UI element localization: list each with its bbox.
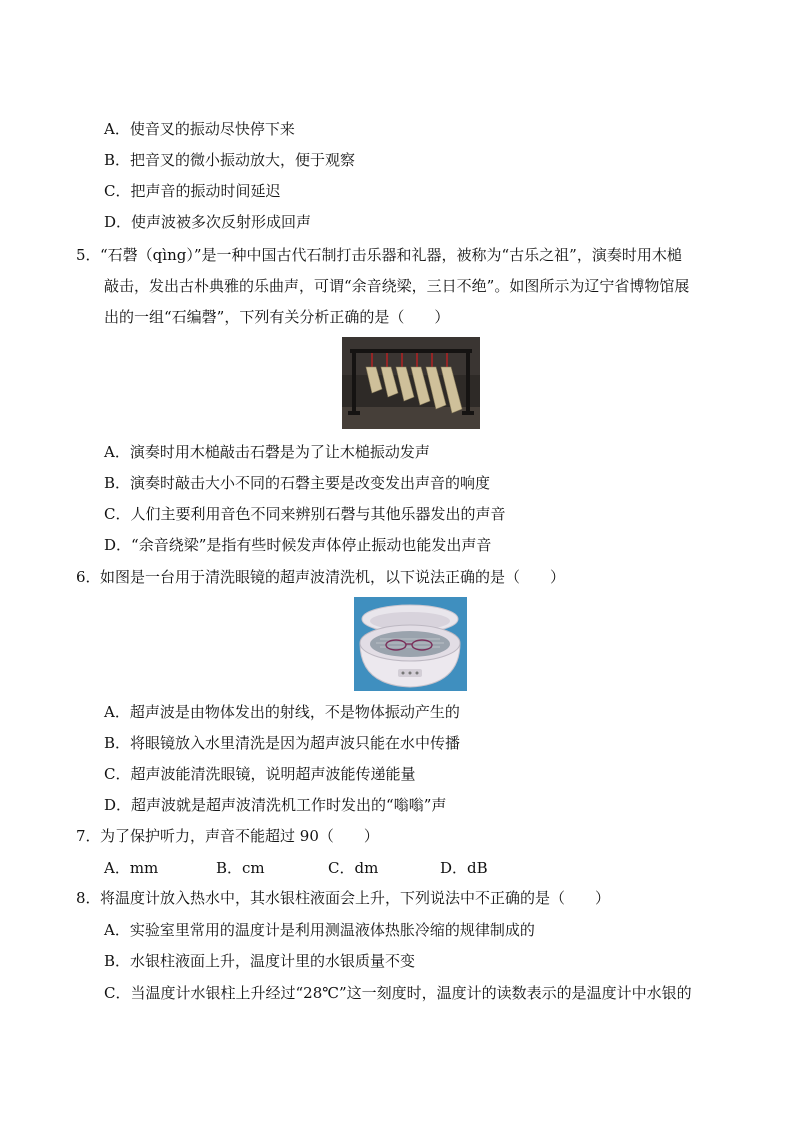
stone-chime-photo <box>342 337 480 429</box>
q7-option-c: C．dm <box>328 859 379 877</box>
q6-option-d: D．超声波就是超声波清洗机工作时发出的“嗡嗡”声 <box>104 796 447 814</box>
q5-option-d: D．“余音绕梁”是指有些时候发声体停止振动也能发出声音 <box>104 536 492 554</box>
q7-number: 7． <box>76 827 101 845</box>
ultrasonic-cleaner-photo <box>354 597 467 691</box>
q8-stem: 将温度计放入热水中，其水银柱液面会上升，下列说法中不正确的是（ ） <box>100 889 611 907</box>
q6-option-b: B．将眼镜放入水里清洗是因为超声波只能在水中传播 <box>104 734 461 752</box>
q8-option-b: B．水银柱液面上升，温度计里的水银质量不变 <box>104 952 416 970</box>
q4-option-a: A．使音叉的振动尽快停下来 <box>104 120 295 138</box>
q5-stem-line-3: 出的一组“石编磬”，下列有关分析正确的是（ ） <box>104 308 450 326</box>
q5-stem-line-2: 敲击，发出古朴典雅的乐曲声，可谓“余音绕梁，三日不绝”。如图所示为辽宁省博物馆展 <box>104 277 690 295</box>
q7-option-a: A．mm <box>104 859 159 877</box>
q8-option-a: A．实验室里常用的温度计是利用测温液体热胀冷缩的规律制成的 <box>104 921 535 939</box>
q7-options-row <box>104 858 524 878</box>
q7-option-b: B．cm <box>216 859 265 877</box>
q6-number: 6． <box>76 568 101 586</box>
q5-option-c: C．人们主要利用音色不同来辨别石磬与其他乐器发出的声音 <box>104 505 506 523</box>
q8-option-c: C．当温度计水银柱上升经过“28℃”这一刻度时，温度计的读数表示的是温度计中水银的 <box>104 984 692 1002</box>
q7-stem: 为了保护听力，声音不能超过 90（ ） <box>100 827 379 845</box>
q5-number: 5． <box>76 246 101 264</box>
q6-stem: 如图是一台用于清洗眼镜的超声波清洗机，以下说法正确的是（ ） <box>100 568 566 586</box>
q4-option-d: D．使声波被多次反射形成回声 <box>104 213 312 231</box>
q6-option-c: C．超声波能清洗眼镜，说明超声波能传递能量 <box>104 765 416 783</box>
q5-option-b: B．演奏时敲击大小不同的石磬主要是改变发出声音的响度 <box>104 474 491 492</box>
q4-option-b: B．把音叉的微小振动放大，便于观察 <box>104 151 356 169</box>
q8-number: 8． <box>76 889 101 907</box>
q5-option-a: A．演奏时用木槌敲击石磬是为了让木槌振动发声 <box>104 443 430 461</box>
q4-option-c: C．把声音的振动时间延迟 <box>104 182 281 200</box>
q6-option-a: A．超声波是由物体发出的射线，不是物体振动产生的 <box>104 703 460 721</box>
q7-option-d: D．dB <box>440 859 488 877</box>
q5-stem-line-1: “石磬（qìng）”是一种中国古代石制打击乐器和礼器，被称为“古乐之祖”，演奏时用木槌 <box>100 246 682 264</box>
